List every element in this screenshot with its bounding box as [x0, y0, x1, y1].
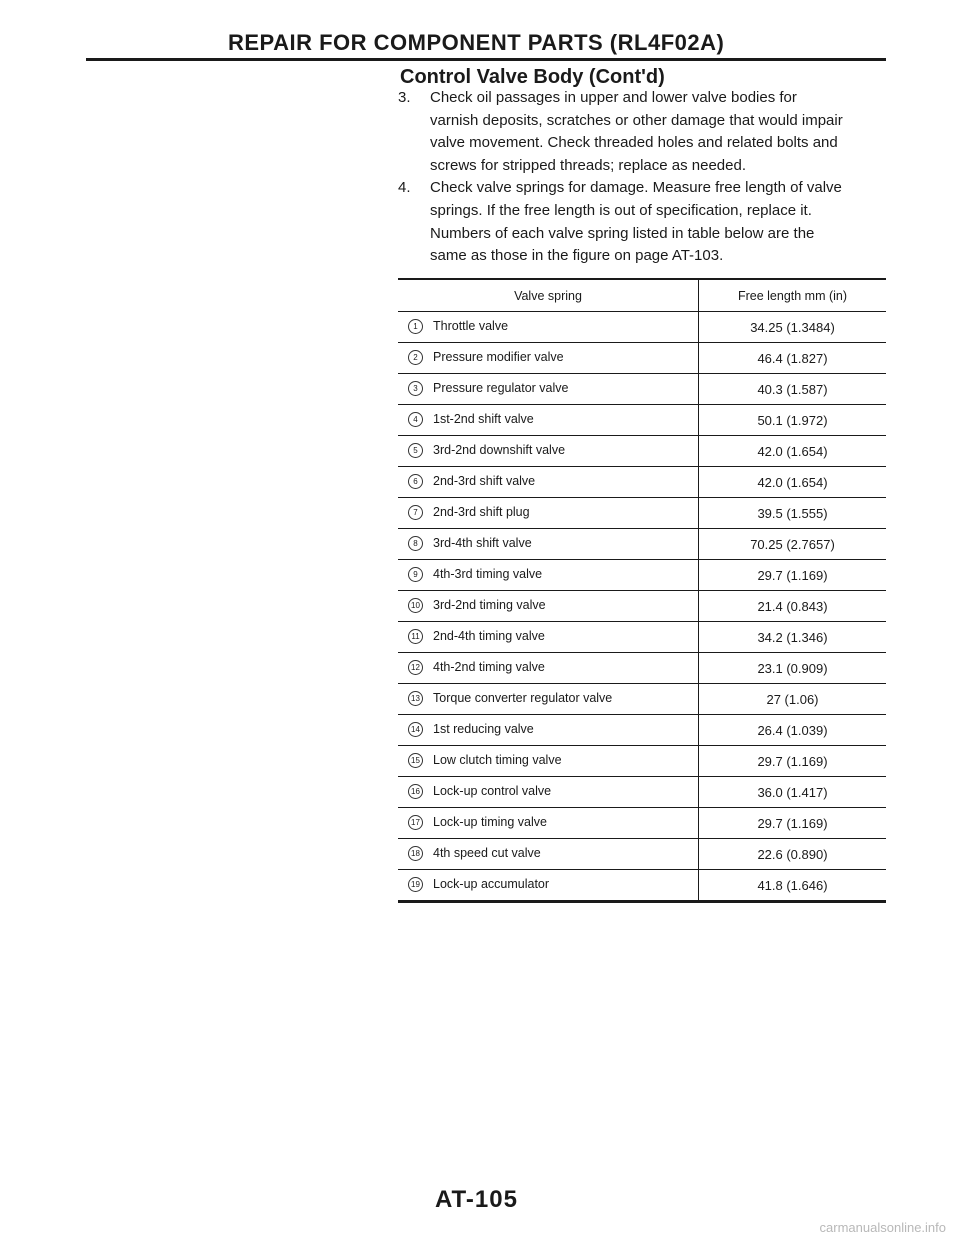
page-number: AT-105	[435, 1186, 518, 1213]
step-text	[430, 177, 886, 267]
table-row	[398, 808, 886, 839]
valve-name: Lock-up control valve	[433, 784, 552, 799]
valve-spring-cell	[398, 808, 699, 839]
item-number-badge: 6	[408, 474, 423, 489]
step-number: 3.	[398, 89, 411, 106]
step-line: Check valve springs for damage. Measure free length of valve	[430, 179, 842, 197]
free-length-cell: 36.0 (1.417)	[699, 777, 887, 808]
item-number-badge: 17	[408, 815, 423, 830]
item-number-badge: 8	[408, 536, 423, 551]
valve-spring-cell	[398, 374, 699, 405]
item-number-badge: 18	[408, 846, 423, 861]
table-row	[398, 839, 886, 870]
free-length-cell: 27 (1.06)	[699, 684, 887, 715]
valve-spring-cell	[398, 591, 699, 622]
valve-spring-cell	[398, 777, 699, 808]
valve-name: 4th-3rd timing valve	[433, 567, 543, 582]
step-line: same as those in the figure on page AT-103.	[430, 247, 724, 265]
instruction-step	[398, 87, 886, 177]
column-header-valve-spring: Valve spring	[398, 279, 699, 312]
item-number-badge: 4	[408, 412, 423, 427]
table-row	[398, 746, 886, 777]
free-length-cell: 29.7 (1.169)	[699, 560, 887, 591]
free-length-cell: 70.25 (2.7657)	[699, 529, 887, 560]
free-length-cell: 23.1 (0.909)	[699, 653, 887, 684]
valve-spring-cell	[398, 684, 699, 715]
table-row	[398, 870, 886, 902]
table-row	[398, 777, 886, 808]
valve-spring-cell	[398, 498, 699, 529]
valve-name: 3rd-4th shift valve	[433, 536, 532, 551]
table-row	[398, 653, 886, 684]
free-length-cell: 46.4 (1.827)	[699, 343, 887, 374]
valve-name: Pressure regulator valve	[433, 381, 569, 396]
column-header-free-length: Free length mm (in)	[699, 279, 887, 312]
table-row	[398, 405, 886, 436]
valve-name: 4th speed cut valve	[433, 846, 541, 861]
instruction-step	[398, 177, 886, 267]
free-length-cell: 34.2 (1.346)	[699, 622, 887, 653]
valve-spring-table	[398, 278, 886, 903]
free-length-cell: 29.7 (1.169)	[699, 808, 887, 839]
valve-name: 3rd-2nd downshift valve	[433, 443, 566, 458]
valve-spring-cell	[398, 653, 699, 684]
step-text	[430, 87, 886, 177]
free-length-cell: 21.4 (0.843)	[699, 591, 887, 622]
free-length-cell: 41.8 (1.646)	[699, 870, 887, 902]
table-row	[398, 312, 886, 343]
valve-name: 2nd-3rd shift valve	[433, 474, 536, 489]
valve-spring-cell	[398, 405, 699, 436]
valve-name: Pressure modifier valve	[433, 350, 564, 365]
valve-spring-cell	[398, 746, 699, 777]
item-number-badge: 3	[408, 381, 423, 396]
item-number-badge: 11	[408, 629, 423, 644]
table-row	[398, 436, 886, 467]
table-body	[398, 312, 886, 902]
table-row	[398, 684, 886, 715]
valve-spring-cell	[398, 312, 699, 343]
valve-name: Low clutch timing valve	[433, 753, 562, 768]
valve-name: 1st-2nd shift valve	[433, 412, 534, 427]
header-rule	[86, 58, 886, 61]
step-line: springs. If the free length is out of specification, replace it.	[430, 201, 812, 219]
item-number-badge: 19	[408, 877, 423, 892]
free-length-cell: 22.6 (0.890)	[699, 839, 887, 870]
step-line: varnish deposits, scratches or other damage that would impair	[430, 111, 843, 129]
instruction-list	[398, 87, 886, 268]
item-number-badge: 14	[408, 722, 423, 737]
step-line: screws for stripped threads; replace as needed.	[430, 156, 747, 174]
table-row	[398, 622, 886, 653]
free-length-cell: 29.7 (1.169)	[699, 746, 887, 777]
valve-name: Lock-up timing valve	[433, 815, 547, 830]
free-length-cell: 42.0 (1.654)	[699, 436, 887, 467]
step-number: 4.	[398, 179, 411, 197]
page-header: REPAIR FOR COMPONENT PARTS (RL4F02A)	[228, 30, 725, 55]
section-title: Control Valve Body (Cont'd)	[400, 66, 665, 88]
item-number-badge: 12	[408, 660, 423, 675]
valve-name: Lock-up accumulator	[433, 877, 550, 892]
valve-spring-cell	[398, 715, 699, 746]
valve-spring-cell	[398, 436, 699, 467]
item-number-badge: 16	[408, 784, 423, 799]
item-number-badge: 9	[408, 567, 423, 582]
step-line: valve movement. Check threaded holes and related bolts and	[430, 134, 838, 152]
valve-name: 1st reducing valve	[433, 722, 534, 737]
table-header-row	[398, 279, 886, 312]
valve-spring-cell	[398, 529, 699, 560]
item-number-badge: 1	[408, 319, 423, 334]
step-line: Numbers of each valve spring listed in table below are the	[430, 224, 815, 242]
valve-name: 2nd-4th timing valve	[433, 629, 545, 644]
table-row	[398, 715, 886, 746]
valve-name: Torque converter regulator valve	[433, 691, 613, 706]
item-number-badge: 13	[408, 691, 423, 706]
table-row	[398, 591, 886, 622]
item-number-badge: 10	[408, 598, 423, 613]
table-row	[398, 498, 886, 529]
valve-spring-cell	[398, 560, 699, 591]
valve-spring-cell	[398, 622, 699, 653]
watermark: carmanualsonline.info	[819, 1220, 946, 1235]
item-number-badge: 2	[408, 350, 423, 365]
free-length-cell: 39.5 (1.555)	[699, 498, 887, 529]
step-line: Check oil passages in upper and lower valve bodies for	[430, 89, 797, 106]
free-length-cell: 40.3 (1.587)	[699, 374, 887, 405]
free-length-cell: 26.4 (1.039)	[699, 715, 887, 746]
valve-spring-cell	[398, 839, 699, 870]
valve-spring-cell	[398, 870, 699, 902]
table-row	[398, 560, 886, 591]
free-length-cell: 50.1 (1.972)	[699, 405, 887, 436]
table-row	[398, 529, 886, 560]
item-number-badge: 15	[408, 753, 423, 768]
item-number-badge: 5	[408, 443, 423, 458]
table-row	[398, 374, 886, 405]
valve-name: 2nd-3rd shift plug	[433, 505, 530, 520]
valve-name: 4th-2nd timing valve	[433, 660, 545, 675]
table-row	[398, 467, 886, 498]
table-row	[398, 343, 886, 374]
free-length-cell: 34.25 (1.3484)	[699, 312, 887, 343]
valve-spring-cell	[398, 343, 699, 374]
free-length-cell: 42.0 (1.654)	[699, 467, 887, 498]
item-number-badge: 7	[408, 505, 423, 520]
valve-spring-cell	[398, 467, 699, 498]
valve-name: 3rd-2nd timing valve	[433, 598, 546, 613]
valve-name: Throttle valve	[433, 319, 509, 334]
